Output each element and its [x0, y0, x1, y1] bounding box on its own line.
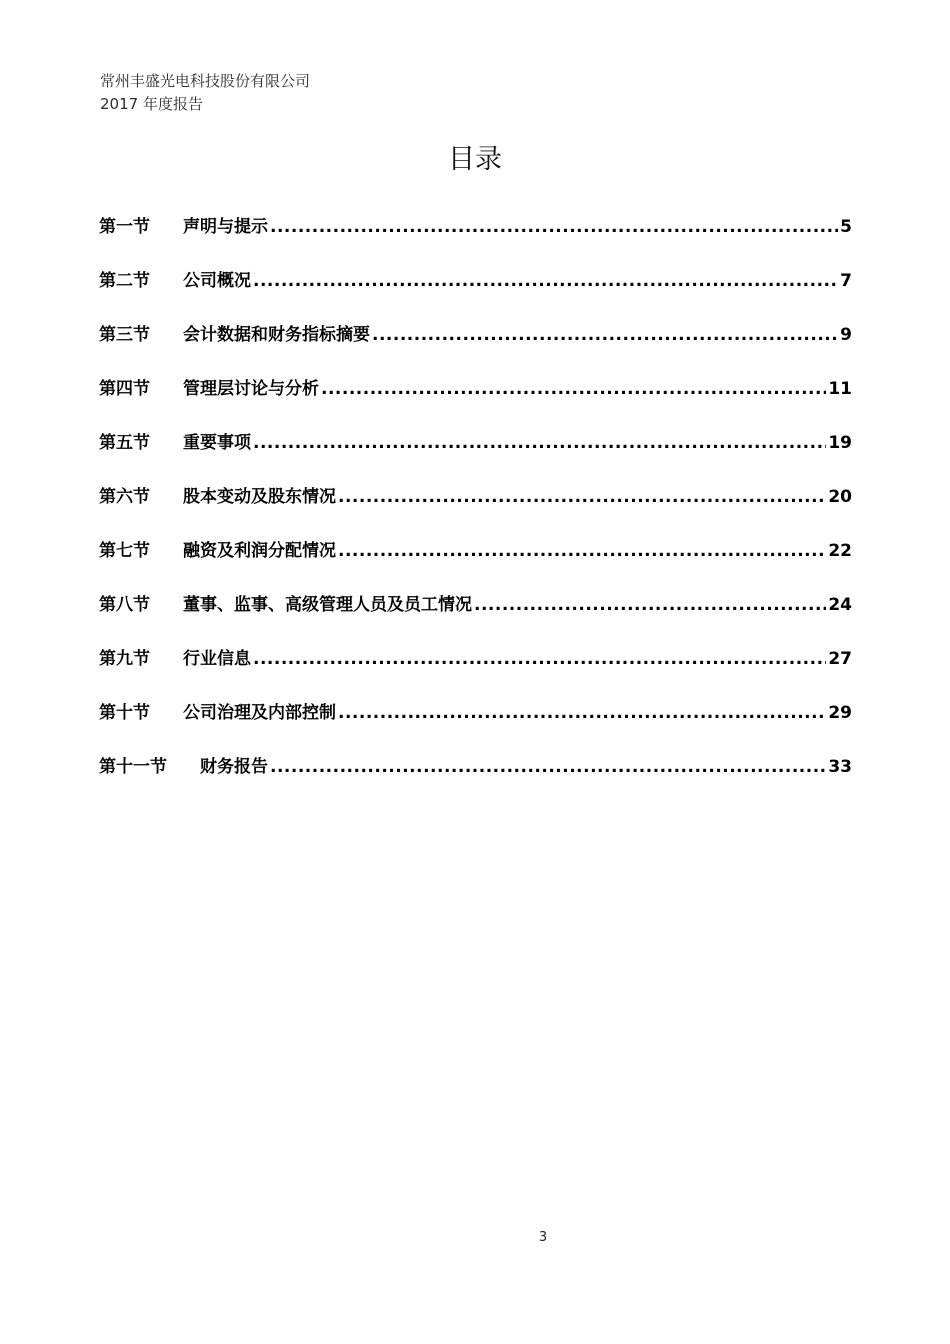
- company-name: 常州丰盛光电科技股份有限公司: [100, 72, 311, 90]
- toc-section-title: 公司治理及内部控制: [183, 703, 336, 723]
- toc-page-number: 7: [840, 271, 852, 291]
- toc-page-number: 5: [840, 217, 852, 237]
- toc-entry[interactable]: [99, 428, 852, 482]
- page-number: 3: [538, 1230, 548, 1245]
- toc-dot-leader: [338, 541, 826, 561]
- toc-page-number: 11: [828, 379, 852, 399]
- toc-section-number: 第七节: [99, 541, 150, 561]
- toc-dot-leader: [270, 757, 826, 777]
- toc-section-number: 第四节: [99, 379, 150, 399]
- toc-section-number: 第六节: [99, 487, 150, 507]
- toc-dot-leader: [270, 217, 838, 237]
- report-year: 2017 年度报告: [100, 95, 203, 113]
- toc-entry[interactable]: [99, 212, 852, 266]
- toc-entry[interactable]: [99, 536, 852, 590]
- toc-entry[interactable]: [99, 320, 852, 374]
- page-header: [100, 70, 310, 116]
- table-of-contents: [99, 212, 852, 806]
- toc-dot-leader: [338, 703, 826, 723]
- toc-page-number: 29: [828, 703, 852, 723]
- toc-section-title: 重要事项: [183, 433, 251, 453]
- toc-entry[interactable]: [99, 482, 852, 536]
- toc-section-title: 会计数据和财务指标摘要: [183, 325, 370, 345]
- toc-section-title: 股本变动及股东情况: [183, 487, 336, 507]
- toc-entry[interactable]: [99, 590, 852, 644]
- toc-dot-leader: [338, 487, 826, 507]
- toc-page-number: 24: [828, 595, 852, 615]
- toc-entry[interactable]: [99, 752, 852, 806]
- toc-section-title: 董事、监事、高级管理人员及员工情况: [183, 595, 472, 615]
- toc-section-title: 声明与提示: [183, 217, 268, 237]
- toc-entry[interactable]: [99, 698, 852, 752]
- toc-page-number: 20: [828, 487, 852, 507]
- toc-dot-leader: [321, 379, 826, 399]
- toc-section-number: 第三节: [99, 325, 150, 345]
- toc-section-title: 财务报告: [200, 757, 268, 777]
- toc-section-number: 第八节: [99, 595, 150, 615]
- toc-entry[interactable]: [99, 374, 852, 428]
- toc-dot-leader: [253, 271, 838, 291]
- toc-section-title: 管理层讨论与分析: [183, 379, 319, 399]
- toc-page-number: 19: [828, 433, 852, 453]
- toc-section-number: 第九节: [99, 649, 150, 669]
- toc-entry[interactable]: [99, 644, 852, 698]
- toc-dot-leader: [253, 649, 826, 669]
- toc-section-title: 公司概况: [183, 271, 251, 291]
- toc-page-number: 22: [828, 541, 852, 561]
- toc-section-number: 第二节: [99, 271, 150, 291]
- toc-dot-leader: [372, 325, 838, 345]
- toc-section-title: 融资及利润分配情况: [183, 541, 336, 561]
- toc-section-number: 第五节: [99, 433, 150, 453]
- toc-page-number: 27: [828, 649, 852, 669]
- toc-section-number: 第十一节: [99, 757, 167, 777]
- toc-section-title: 行业信息: [183, 649, 251, 669]
- toc-dot-leader: [474, 595, 826, 615]
- toc-section-number: 第一节: [99, 217, 150, 237]
- toc-page-number: 33: [828, 757, 852, 777]
- toc-dot-leader: [253, 433, 826, 453]
- toc-page-number: 9: [840, 325, 852, 345]
- toc-section-number: 第十节: [99, 703, 150, 723]
- toc-entry[interactable]: [99, 266, 852, 320]
- page-title: 目录: [448, 144, 502, 175]
